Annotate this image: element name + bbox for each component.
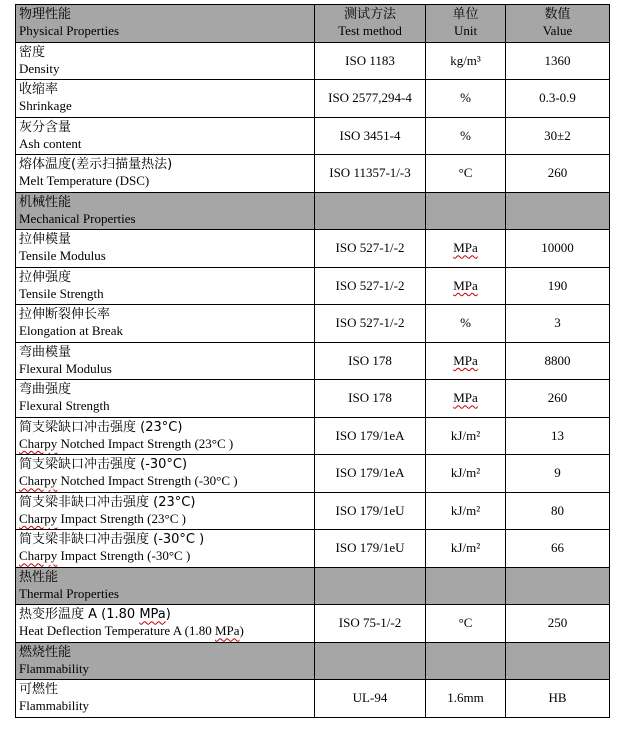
property-name-en: Density	[19, 60, 60, 76]
section-empty-cell	[426, 192, 506, 230]
section-title-zh: 燃烧性能	[19, 644, 72, 660]
unit-text: kJ/m²	[450, 427, 481, 443]
property-name-en-rest: Impact Strength (-30°C )	[57, 548, 191, 564]
unit-text: kJ/m²	[450, 502, 481, 518]
unit-cell	[426, 155, 506, 193]
unit-text: %	[460, 315, 471, 331]
section-title-en: Thermal Properties	[19, 585, 119, 601]
unit-cell	[426, 117, 506, 155]
table-row	[16, 380, 610, 418]
property-name-en-rest: Notched Impact Strength (23°C )	[57, 435, 234, 451]
value-cell: 13	[506, 417, 610, 455]
section-empty-cell	[315, 567, 426, 605]
header-value-zh: 数值	[544, 7, 571, 23]
property-name-en-flagged: Charpy	[19, 548, 58, 564]
table-row	[16, 680, 610, 718]
section-empty-cell	[315, 192, 426, 230]
header-test-method	[315, 5, 426, 43]
property-name-zh: 熔体温度(差示扫描量热法)	[19, 157, 173, 173]
value-cell: 8800	[506, 342, 610, 380]
table-row	[16, 305, 610, 343]
table-row	[16, 417, 610, 455]
value-cell: HB	[506, 680, 610, 718]
table-row	[16, 80, 610, 118]
property-name-en: Flammability	[19, 698, 90, 714]
test-method-cell: ISO 179/1eA	[315, 455, 426, 493]
header-unit-en: Unit	[453, 23, 478, 39]
unit-cell	[426, 417, 506, 455]
property-name-en: Flexural Modulus	[19, 360, 112, 376]
property-cell	[16, 42, 315, 80]
value-cell: 260	[506, 155, 610, 193]
test-method-cell: ISO 1183	[315, 42, 426, 80]
header-method-zh: 测试方法	[343, 7, 396, 23]
property-name-zh	[19, 607, 311, 623]
property-cell	[16, 417, 315, 455]
property-name-en: Shrinkage	[19, 98, 72, 114]
property-name-zh: 收缩率	[19, 82, 59, 98]
value-cell: 10000	[506, 230, 610, 268]
section-row	[16, 642, 610, 680]
property-name-en: Elongation at Break	[19, 323, 123, 339]
property-name-en	[19, 548, 311, 564]
property-name-zh: 简支梁缺口冲击强度 (-30°C)	[19, 457, 188, 473]
section-row	[16, 567, 610, 605]
table-row	[16, 230, 610, 268]
section-row	[16, 192, 610, 230]
section-empty-cell	[426, 642, 506, 680]
unit-cell	[426, 380, 506, 418]
header-unit	[426, 5, 506, 43]
section-title-zh: 机械性能	[19, 194, 72, 210]
table-row	[16, 267, 610, 305]
header-method-en: Test method	[338, 23, 402, 39]
unit-cell	[426, 455, 506, 493]
unit-text: kJ/m²	[450, 465, 481, 481]
section-title-en: Flammability	[19, 660, 90, 676]
test-method-cell: ISO 3451-4	[315, 117, 426, 155]
properties-table	[15, 4, 610, 718]
property-cell	[16, 155, 315, 193]
header-value-en: Value	[542, 23, 573, 39]
value-cell: 190	[506, 267, 610, 305]
property-name-zh: 简支梁缺口冲击强度 (23°C)	[19, 419, 183, 435]
property-name-en-flagged: Charpy	[19, 510, 58, 526]
unit-text: %	[460, 127, 471, 143]
section-empty-cell	[426, 567, 506, 605]
value-cell: 30±2	[506, 117, 610, 155]
value-cell: 0.3-0.9	[506, 80, 610, 118]
test-method-cell: ISO 178	[315, 342, 426, 380]
unit-text: %	[460, 90, 471, 106]
property-name-en-rest: Impact Strength (23°C )	[57, 510, 186, 526]
property-name-en-flagged: MPa	[214, 623, 240, 639]
value-cell: 66	[506, 530, 610, 568]
unit-cell	[426, 605, 506, 643]
section-empty-cell	[506, 567, 610, 605]
unit-text: MPa	[453, 240, 478, 256]
property-cell	[16, 530, 315, 568]
property-name-en: Melt Temperature (DSC)	[19, 173, 150, 189]
unit-text: °C	[458, 615, 473, 631]
table-row	[16, 605, 610, 643]
property-name-en	[19, 511, 311, 527]
property-name-zh: 灰分含量	[19, 119, 72, 135]
unit-cell	[426, 305, 506, 343]
unit-text: °C	[458, 165, 473, 181]
test-method-cell: ISO 179/1eU	[315, 492, 426, 530]
property-name-zh: 拉伸断裂伸长率	[19, 307, 111, 323]
property-name-zh: 弯曲强度	[19, 382, 72, 398]
property-cell	[16, 455, 315, 493]
unit-text: kg/m³	[450, 52, 481, 68]
property-cell	[16, 305, 315, 343]
property-name-zh: 拉伸模量	[19, 232, 72, 248]
property-name-zh: 简支梁非缺口冲击强度 (23°C)	[19, 494, 196, 510]
property-name-en	[19, 473, 311, 489]
property-name-zh: 可燃性	[19, 682, 59, 698]
property-name-en-part: Heat Deflection Temperature A (1.80	[19, 623, 215, 639]
header-unit-zh: 单位	[452, 7, 479, 23]
test-method-cell: UL-94	[315, 680, 426, 718]
header-value	[506, 5, 610, 43]
value-cell: 80	[506, 492, 610, 530]
table-row	[16, 342, 610, 380]
test-method-cell: ISO 11357-1/-3	[315, 155, 426, 193]
property-cell	[16, 605, 315, 643]
property-name-en-flagged: Charpy	[19, 473, 58, 489]
test-method-cell: ISO 179/1eA	[315, 417, 426, 455]
unit-cell	[426, 342, 506, 380]
section-empty-cell	[506, 192, 610, 230]
table-row	[16, 530, 610, 568]
table-row	[16, 492, 610, 530]
test-method-cell: ISO 527-1/-2	[315, 230, 426, 268]
property-cell	[16, 267, 315, 305]
section-title	[16, 192, 315, 230]
test-method-cell: ISO 178	[315, 380, 426, 418]
property-cell	[16, 680, 315, 718]
property-name-zh-end: )	[165, 607, 171, 623]
test-method-cell: ISO 527-1/-2	[315, 305, 426, 343]
property-name-en-end: )	[239, 623, 244, 639]
unit-text: MPa	[453, 277, 478, 293]
header-property-zh: 物理性能	[19, 7, 72, 23]
section-title-zh: 热性能	[19, 569, 59, 585]
value-cell: 250	[506, 605, 610, 643]
unit-cell	[426, 42, 506, 80]
unit-cell	[426, 230, 506, 268]
table-row	[16, 455, 610, 493]
property-name-en: Flexural Strength	[19, 398, 110, 414]
value-cell: 260	[506, 380, 610, 418]
section-title	[16, 567, 315, 605]
property-name-en: Ash content	[19, 135, 82, 151]
property-cell	[16, 230, 315, 268]
table-row	[16, 42, 610, 80]
header-property	[16, 5, 315, 43]
property-cell	[16, 380, 315, 418]
table-header-row	[16, 5, 610, 43]
property-name-en: Tensile Modulus	[19, 248, 106, 264]
unit-text: MPa	[453, 390, 478, 406]
unit-cell	[426, 680, 506, 718]
unit-text: MPa	[453, 352, 478, 368]
value-cell: 3	[506, 305, 610, 343]
property-cell	[16, 117, 315, 155]
property-cell	[16, 492, 315, 530]
property-cell	[16, 80, 315, 118]
section-empty-cell	[315, 642, 426, 680]
test-method-cell: ISO 75-1/-2	[315, 605, 426, 643]
property-name-zh: 密度	[19, 44, 46, 60]
property-name-en	[19, 623, 311, 639]
section-empty-cell	[506, 642, 610, 680]
value-cell: 9	[506, 455, 610, 493]
unit-cell	[426, 530, 506, 568]
property-name-zh-unit: MPa	[139, 607, 166, 623]
property-name-zh-part: 热变形温度 A (1.80	[19, 607, 140, 623]
property-name-zh: 弯曲模量	[19, 344, 72, 360]
table-row	[16, 155, 610, 193]
property-name-zh: 简支梁非缺口冲击强度 (-30°C )	[19, 532, 205, 548]
test-method-cell: ISO 527-1/-2	[315, 267, 426, 305]
property-name-en	[19, 436, 311, 452]
test-method-cell: ISO 2577,294-4	[315, 80, 426, 118]
section-title-en: Mechanical Properties	[19, 210, 136, 226]
unit-cell	[426, 80, 506, 118]
property-name-en-flagged: Charpy	[19, 435, 58, 451]
section-title	[16, 642, 315, 680]
unit-text: 1.6mm	[447, 690, 484, 706]
property-name-en: Tensile Strength	[19, 285, 104, 301]
value-cell: 1360	[506, 42, 610, 80]
unit-cell	[426, 492, 506, 530]
test-method-cell: ISO 179/1eU	[315, 530, 426, 568]
header-property-en: Physical Properties	[19, 23, 120, 39]
unit-cell	[426, 267, 506, 305]
property-cell	[16, 342, 315, 380]
table-row	[16, 117, 610, 155]
property-name-zh: 拉伸强度	[19, 269, 72, 285]
property-name-en-rest: Notched Impact Strength (-30°C )	[57, 473, 238, 489]
unit-text: kJ/m²	[450, 540, 481, 556]
